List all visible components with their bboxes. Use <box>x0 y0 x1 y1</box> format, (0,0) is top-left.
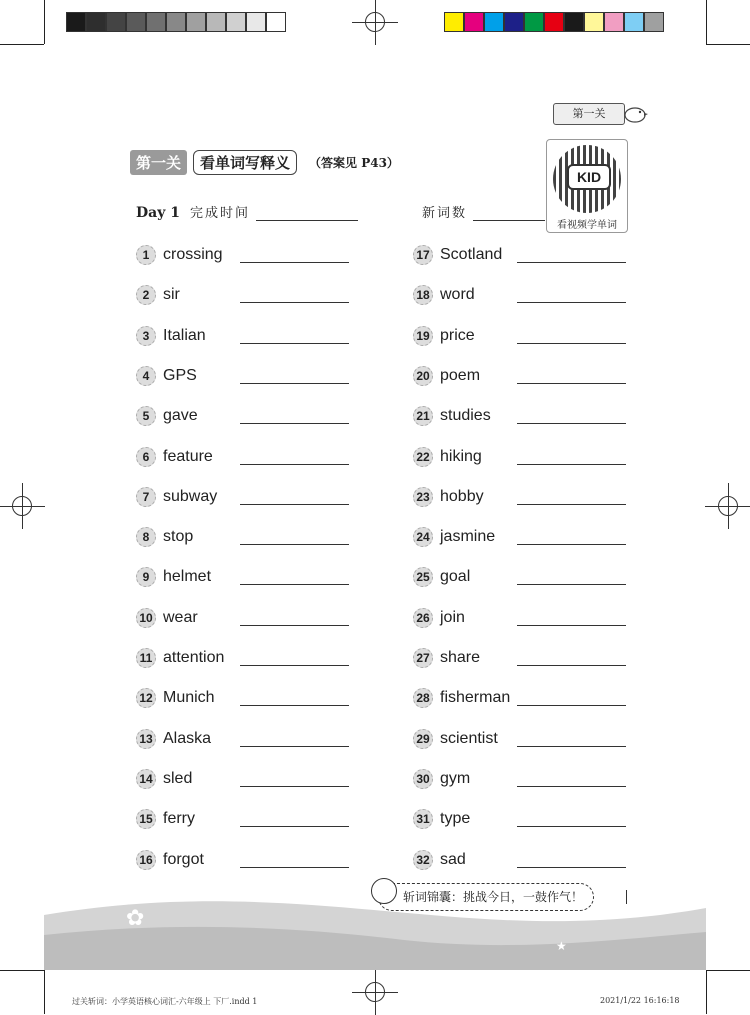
word-item <box>136 686 239 710</box>
word-number: 10 <box>136 608 156 628</box>
word-item <box>413 646 516 670</box>
answer-line[interactable] <box>517 746 626 747</box>
word-item <box>136 565 239 589</box>
word-text: poem <box>440 366 481 384</box>
word-item <box>413 324 516 348</box>
color-swatch <box>166 12 186 32</box>
answer-line[interactable] <box>517 826 626 827</box>
qr-code[interactable] <box>546 139 628 233</box>
crop-mark <box>44 970 45 1014</box>
word-text: Munich <box>163 689 215 707</box>
word-text: Italian <box>163 326 206 344</box>
word-text: join <box>440 608 465 626</box>
color-swatch <box>246 12 266 32</box>
color-swatch <box>444 12 464 32</box>
word-number: 32 <box>413 850 433 870</box>
motto-text: 斩词锦囊：挑战今日，一鼓作气！ <box>403 890 584 904</box>
color-swatch <box>86 12 106 32</box>
word-number: 16 <box>136 850 156 870</box>
answer-line[interactable] <box>240 423 349 424</box>
crop-mark <box>0 44 44 45</box>
color-swatch <box>484 12 504 32</box>
word-number: 25 <box>413 567 433 587</box>
word-text: forgot <box>163 850 204 868</box>
word-text: crossing <box>163 246 223 263</box>
word-item <box>413 445 516 469</box>
answer-line[interactable] <box>517 343 626 344</box>
section-title <box>130 150 399 174</box>
word-text: price <box>440 326 475 344</box>
word-text: Alaska <box>163 729 212 747</box>
qr-badge: KID <box>567 164 611 190</box>
color-swatch <box>624 12 644 32</box>
word-text: helmet <box>163 568 212 586</box>
word-item <box>136 646 239 670</box>
word-text: type <box>440 810 471 828</box>
day-row <box>136 202 545 221</box>
answer-line[interactable] <box>240 302 349 303</box>
registration-mark <box>365 982 385 1002</box>
word-text: subway <box>163 487 218 505</box>
word-item <box>413 404 516 428</box>
word-number: 19 <box>413 326 433 346</box>
svg-text:✿: ✿ <box>126 906 145 931</box>
word-text: sled <box>163 769 193 787</box>
answer-line[interactable] <box>240 867 349 868</box>
word-number: 1 <box>136 245 156 265</box>
word-text: goal <box>440 568 471 586</box>
answer-line[interactable] <box>240 786 349 787</box>
bird-icon <box>622 102 648 124</box>
color-swatch <box>564 12 584 32</box>
color-swatch <box>126 12 146 32</box>
time-label: 完成时间 <box>189 206 250 221</box>
word-text: jasmine <box>440 528 496 546</box>
crop-mark <box>706 44 750 45</box>
registration-mark <box>718 496 738 516</box>
word-number: 6 <box>136 447 156 467</box>
word-number: 22 <box>413 447 433 467</box>
answer-line[interactable] <box>240 746 349 747</box>
word-number: 9 <box>136 567 156 587</box>
word-item <box>136 807 239 831</box>
answer-line[interactable] <box>240 262 349 263</box>
task-title: 看单词写释义 <box>193 150 297 175</box>
color-swatch <box>206 12 226 32</box>
answer-line[interactable] <box>240 625 349 626</box>
word-number: 11 <box>136 648 156 668</box>
word-item <box>136 404 239 428</box>
word-number: 21 <box>413 406 433 426</box>
word-item <box>413 848 516 872</box>
word-number: 23 <box>413 487 433 507</box>
answer-line[interactable] <box>517 584 626 585</box>
qr-caption: 看视频学单词 <box>557 220 617 231</box>
word-text: word <box>440 286 475 304</box>
cmyk-color-bar <box>444 12 664 32</box>
color-swatch <box>644 12 664 32</box>
word-number: 28 <box>413 688 433 708</box>
color-swatch <box>544 12 564 32</box>
word-number: 15 <box>136 809 156 829</box>
word-item <box>413 485 516 509</box>
word-item <box>413 525 516 549</box>
word-item <box>136 364 239 388</box>
color-swatch <box>66 12 86 32</box>
word-number: 29 <box>413 729 433 749</box>
answer-line[interactable] <box>517 705 626 706</box>
color-swatch <box>504 12 524 32</box>
answer-line[interactable] <box>517 423 626 424</box>
word-number: 17 <box>413 245 433 265</box>
word-text: ferry <box>163 810 195 828</box>
answer-line[interactable] <box>517 383 626 384</box>
word-number: 27 <box>413 648 433 668</box>
registration-mark <box>365 12 385 32</box>
word-number: 3 <box>136 326 156 346</box>
answer-line[interactable] <box>517 786 626 787</box>
word-number: 8 <box>136 527 156 547</box>
color-swatch <box>226 12 246 32</box>
word-item <box>413 807 516 831</box>
answer-line[interactable] <box>240 826 349 827</box>
motto-banner <box>378 883 594 911</box>
word-item <box>413 727 516 751</box>
color-swatch <box>604 12 624 32</box>
answer-line[interactable] <box>517 302 626 303</box>
word-text: feature <box>163 447 213 465</box>
word-number: 7 <box>136 487 156 507</box>
word-text: GPS <box>163 366 197 384</box>
word-text: scientist <box>440 729 498 747</box>
color-swatch <box>524 12 544 32</box>
day-label: Day 1 <box>136 205 180 221</box>
answer-line[interactable] <box>240 464 349 465</box>
answer-line[interactable] <box>240 584 349 585</box>
color-swatch <box>584 12 604 32</box>
word-item <box>413 686 516 710</box>
word-item <box>413 364 516 388</box>
gray-color-bar <box>66 12 286 32</box>
answer-line[interactable] <box>240 383 349 384</box>
word-text: hobby <box>440 487 484 505</box>
word-item <box>136 445 239 469</box>
answer-line[interactable] <box>240 504 349 505</box>
crop-mark <box>706 970 707 1014</box>
print-timestamp: 2021/1/22 16:16:18 <box>600 996 680 1005</box>
answer-line[interactable] <box>517 262 626 263</box>
answer-line[interactable] <box>517 544 626 545</box>
word-item <box>136 485 239 509</box>
word-number: 20 <box>413 366 433 386</box>
word-text: stop <box>163 528 194 546</box>
word-number: 30 <box>413 769 433 789</box>
pouch-icon <box>371 878 397 904</box>
word-text: attention <box>163 649 225 666</box>
answer-line[interactable] <box>517 867 626 868</box>
answer-line[interactable] <box>240 544 349 545</box>
word-item <box>136 243 239 267</box>
word-item <box>413 243 516 267</box>
color-swatch <box>106 12 126 32</box>
word-item <box>136 767 239 791</box>
word-text: studies <box>440 407 491 425</box>
answer-line[interactable] <box>517 665 626 666</box>
svg-text:★: ★ <box>556 939 567 953</box>
answer-line[interactable] <box>240 705 349 706</box>
crop-mark <box>0 970 44 971</box>
word-text: Scotland <box>440 246 503 263</box>
crop-mark <box>44 0 45 44</box>
word-number: 12 <box>136 688 156 708</box>
new-words-label: 新词数 <box>421 206 467 221</box>
answer-line[interactable] <box>517 464 626 465</box>
word-item <box>413 565 516 589</box>
word-item <box>413 767 516 791</box>
word-text: fisherman <box>440 689 511 707</box>
word-number: 18 <box>413 285 433 305</box>
word-text: gave <box>163 407 198 425</box>
new-words-input-line[interactable] <box>473 206 545 221</box>
word-item <box>136 525 239 549</box>
answer-line[interactable] <box>517 504 626 505</box>
word-item <box>413 283 516 307</box>
word-number: 2 <box>136 285 156 305</box>
registration-mark <box>12 496 32 516</box>
level-label: 第一关 <box>130 150 187 175</box>
word-number: 4 <box>136 366 156 386</box>
word-item <box>413 606 516 630</box>
word-item <box>136 283 239 307</box>
word-number: 13 <box>136 729 156 749</box>
word-number: 24 <box>413 527 433 547</box>
word-text: share <box>440 649 481 666</box>
svg-text:✿: ✿ <box>648 896 665 920</box>
color-swatch <box>464 12 484 32</box>
answer-line[interactable] <box>517 625 626 626</box>
color-swatch <box>266 12 286 32</box>
word-text: sir <box>163 286 180 304</box>
word-text: wear <box>163 608 198 626</box>
color-swatch <box>186 12 206 32</box>
color-swatch <box>146 12 166 32</box>
word-number: 14 <box>136 769 156 789</box>
word-text: sad <box>440 850 466 868</box>
word-number: 5 <box>136 406 156 426</box>
word-number: 26 <box>413 608 433 628</box>
word-item <box>136 324 239 348</box>
word-text: gym <box>440 769 471 787</box>
answer-line[interactable] <box>240 665 349 666</box>
time-input-line[interactable] <box>256 206 358 221</box>
word-number: 31 <box>413 809 433 829</box>
divider <box>626 890 627 904</box>
answer-note: （答案见 P43） <box>309 155 399 170</box>
word-item <box>136 606 239 630</box>
crop-mark <box>706 970 750 971</box>
word-item <box>136 848 239 872</box>
file-name: 过关斩词：小学英语核心词汇-六年级上 下厂.indd 1 <box>72 997 258 1006</box>
crop-mark <box>706 0 707 44</box>
level-tag: 第一关 <box>553 103 625 125</box>
word-text: hiking <box>440 447 482 465</box>
answer-line[interactable] <box>240 343 349 344</box>
word-item <box>136 727 239 751</box>
